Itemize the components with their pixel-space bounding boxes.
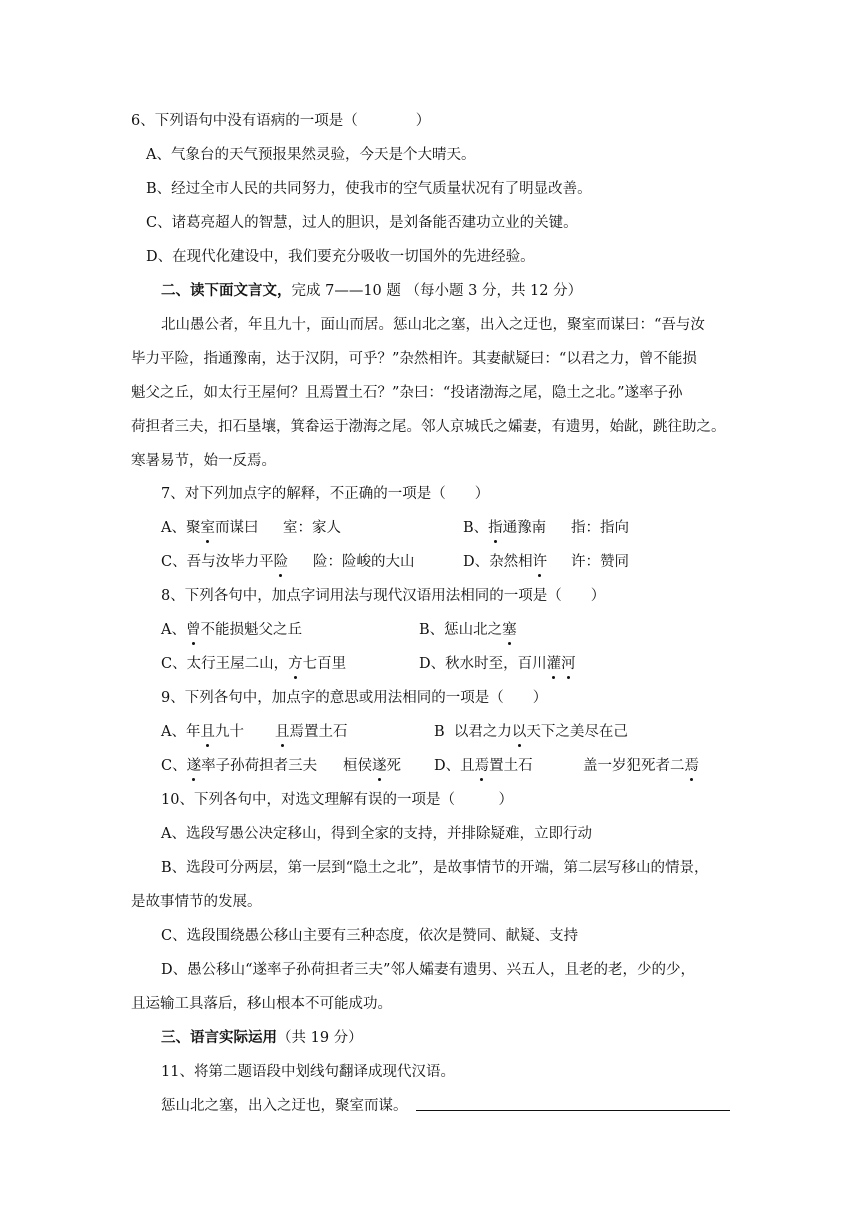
q7-stem: 7、对下列加点字的解释，不正确的一项是（ ） bbox=[161, 486, 490, 502]
q9-option-a-second: 且焉置土石 bbox=[275, 724, 348, 740]
dotted-char: 焉 bbox=[684, 758, 699, 774]
section-3-score: （共 19 分） bbox=[277, 1030, 363, 1046]
q6-option-d: D、在现代化建设中，我们要充分吸收一切国外的先进经验。 bbox=[146, 249, 535, 265]
q8-option-d: D、秋水时至，百川灌河 bbox=[419, 656, 576, 672]
q9-option-a: A、年且九十 bbox=[161, 724, 244, 740]
q8-option-b: B、惩山北之塞 bbox=[419, 622, 517, 638]
q9-option-b: B 以君之力以天下之美尽在己 bbox=[434, 724, 628, 740]
q9-option-c-second: 桓侯遂死 bbox=[343, 758, 401, 774]
q6-stem: 6、下列语句中没有语病的一项是（ ） bbox=[131, 113, 431, 129]
passage-line: 荷担者三夫，扣石垦壤，箕畚运于渤海之尾。邻人京城氏之孀妻，有遗男，始龀，跳往助之。 bbox=[131, 419, 726, 435]
dotted-char: 以 bbox=[511, 724, 527, 740]
section-3-title: 三、语言实际运用 bbox=[161, 1029, 277, 1046]
q7-option-a-explanation: 室：家人 bbox=[283, 520, 341, 536]
q7-option-c: C、吾与汝毕力平险 bbox=[161, 554, 289, 570]
q10-option-b-cont: 是故事情节的发展。 bbox=[131, 894, 262, 910]
dotted-char: 遂 bbox=[186, 758, 202, 774]
dotted-char: 遂 bbox=[372, 758, 387, 774]
q11-sentence: 惩山北之塞，出入之迂也，聚室而谋。 bbox=[161, 1098, 408, 1114]
q10-option-b: B、选段可分两层，第一层到“隐土之北”，是故事情节的开端，第二层写移山的情景， bbox=[161, 860, 709, 876]
passage-line: 毕力平险，指通豫南，达于汉阴，可乎？”杂然相许。其妻献疑曰：“以君之力，曾不能损 bbox=[131, 351, 697, 367]
dotted-char: 室 bbox=[200, 520, 215, 536]
q10-option-d-cont: 且运输工具落后，移山根本不可能成功。 bbox=[131, 996, 392, 1012]
q6-option-c: C、诸葛亮超人的智慧，过人的胆识，是刘备能否建功立业的关键。 bbox=[146, 215, 578, 231]
section-2-heading bbox=[161, 281, 582, 301]
q7-option-a: A、聚室而谋曰 bbox=[161, 520, 259, 536]
section-3-heading bbox=[161, 1028, 363, 1048]
dotted-char: 焉 bbox=[474, 758, 490, 774]
q8-option-a: A、曾不能损魁父之丘 bbox=[161, 622, 302, 638]
dotted-char: 险 bbox=[273, 554, 289, 570]
passage-line: 魁父之丘，如太行王屋何？且焉置土石？”杂曰：“投诸渤海之尾，隐土之北。”遂率子孙 bbox=[131, 385, 683, 401]
q10-stem: 10、下列各句中，对选文理解有误的一项是（ ） bbox=[161, 792, 513, 808]
q10-option-d: D、愚公移山“遂率子孙荷担者三夫”邻人孀妻有遗男、兴五人，且老的老，少的少， bbox=[161, 962, 695, 978]
answer-blank-line[interactable] bbox=[416, 1110, 730, 1111]
passage-line: 北山愚公者，年且九十，面山而居。惩山北之塞，出入之迂也，聚室而谋曰：“吾与汝 bbox=[161, 317, 705, 333]
passage-line: 寒暑易节，始一反焉。 bbox=[131, 453, 276, 469]
q9-option-d: D、且焉置土石 bbox=[434, 758, 533, 774]
dotted-char: 塞 bbox=[502, 622, 517, 638]
q7-option-b-explanation: 指：指向 bbox=[571, 520, 629, 536]
q6-option-a: A、气象台的天气预报果然灵验，今天是个大晴天。 bbox=[146, 147, 476, 163]
q7-option-d: D、杂然相许 bbox=[463, 554, 548, 570]
section-2-title: 二、读下面文言文， bbox=[161, 282, 292, 299]
q10-option-a: A、选段写愚公决定移山，得到全家的支持，并排除疑难，立即行动 bbox=[161, 826, 592, 842]
q9-option-d-second: 盖一岁犯死者二焉 bbox=[583, 758, 699, 774]
section-2-instructions: 完成 7——10 题 （每小题 3 分，共 12 分） bbox=[291, 283, 583, 299]
q7-option-b: B、指通豫南 bbox=[463, 520, 547, 536]
q9-stem: 9、下列各句中，加点字的意思或用法相同的一项是（ ） bbox=[161, 690, 548, 706]
dotted-char: 且 bbox=[200, 724, 215, 740]
q8-option-c: C、太行王屋二山，方七百里 bbox=[161, 656, 347, 672]
q8-stem: 8、下列各句中，加点字词用法与现代汉语用法相同的一项是（ ） bbox=[161, 588, 606, 604]
dotted-char: 且 bbox=[275, 724, 290, 740]
dotted-char: 灌 bbox=[546, 656, 562, 672]
dotted-char: 方 bbox=[288, 656, 303, 672]
q10-option-c: C、选段围绕愚公移山主要有三种态度，依次是赞同、献疑、支持 bbox=[161, 928, 579, 944]
q11-stem: 11、将第二题语段中划线句翻译成现代汉语。 bbox=[161, 1064, 455, 1080]
dotted-char: 曾 bbox=[185, 622, 201, 638]
dotted-char: 许 bbox=[532, 554, 548, 570]
q9-option-c: C、遂率子孙荷担者三夫 bbox=[161, 758, 318, 774]
q7-option-d-explanation: 许：赞同 bbox=[571, 554, 629, 570]
dotted-char: 河 bbox=[561, 656, 576, 672]
dotted-char: 指 bbox=[488, 520, 503, 536]
q6-option-b: B、经过全市人民的共同努力，使我市的空气质量状况有了明显改善。 bbox=[146, 181, 592, 197]
q7-option-c-explanation: 险：险峻的大山 bbox=[313, 554, 415, 570]
